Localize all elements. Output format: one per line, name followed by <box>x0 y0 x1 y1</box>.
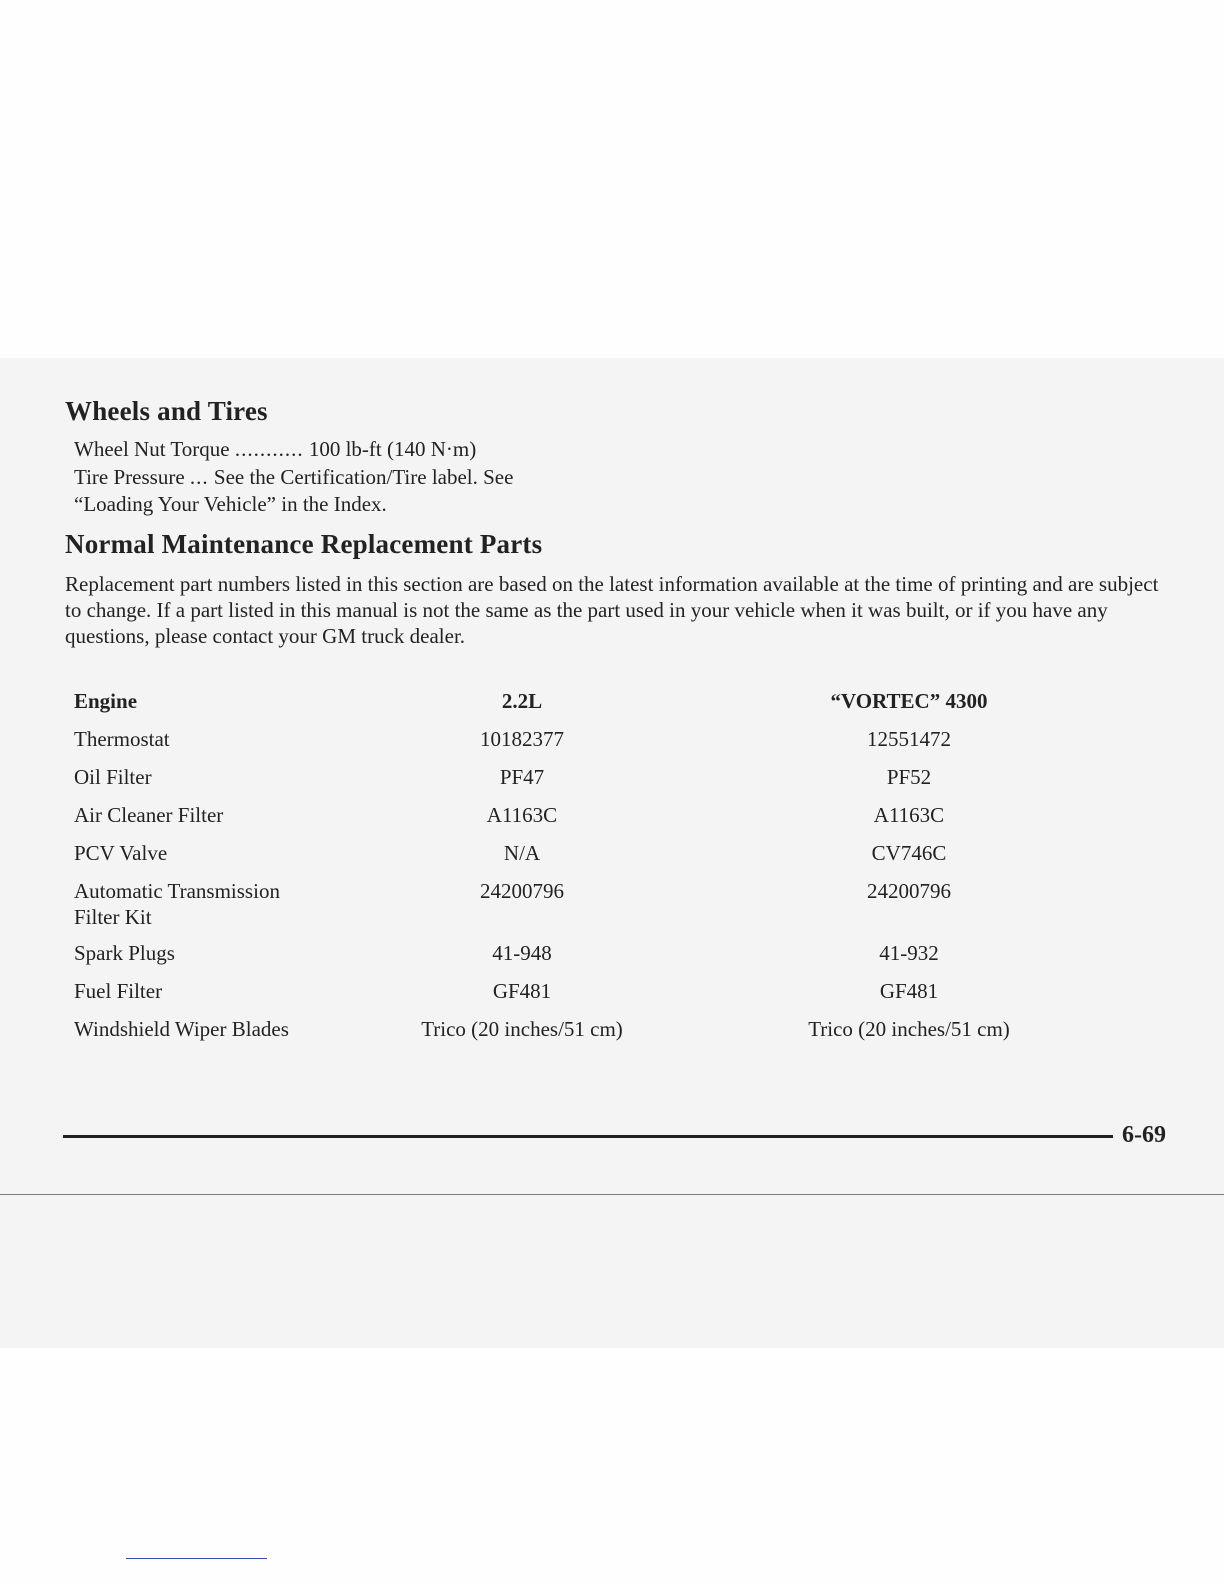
part-name: Windshield Wiper Blades <box>74 1017 289 1041</box>
tire-pressure-text: See the Certification/Tire label. See <box>213 465 514 489</box>
table-header-row <box>74 688 1084 726</box>
part-number-2-2l: 41-948 <box>492 941 552 965</box>
part-number-2-2l: 24200796 <box>480 879 564 903</box>
part-number-vortec: 24200796 <box>867 879 951 903</box>
part-number-2-2l: PF47 <box>499 765 545 789</box>
dot-leader: ........... <box>234 437 304 461</box>
replacement-parts-table <box>74 688 1084 1054</box>
part-number-2-2l: 10182377 <box>480 727 564 751</box>
header-engine: Engine <box>74 689 138 713</box>
part-name: Thermostat <box>74 727 170 751</box>
part-number-2-2l: Trico (20 inches/51 cm) <box>421 1017 623 1041</box>
footer-rule <box>63 1135 1113 1138</box>
part-name <box>74 878 374 930</box>
part-number-vortec: GF481 <box>879 979 939 1003</box>
table-row <box>74 764 1084 802</box>
table-row <box>74 978 1084 1016</box>
table-row <box>74 840 1084 878</box>
table-row <box>74 726 1084 764</box>
part-number-vortec: 41-932 <box>879 941 939 965</box>
header-vortec-4300: “VORTEC” 4300 <box>830 689 988 713</box>
part-number-2-2l: A1163C <box>486 803 558 827</box>
table-row <box>74 940 1084 978</box>
footer-link-underline <box>126 1558 267 1559</box>
scan-edge-line <box>0 1194 1224 1195</box>
wheel-nut-torque-label: Wheel Nut Torque <box>74 437 230 461</box>
part-number-2-2l: GF481 <box>492 979 552 1003</box>
part-number-vortec: CV746C <box>871 841 947 865</box>
replacement-parts-intro: Replacement part numbers listed in this section are based on the latest information available at the time of printing and are subject to change. If a part listed in this manual is not the same as the part used in your vehicle when it was built, or if you have any questions, please contact your GM truck dealer. <box>65 572 1159 648</box>
part-number-2-2l: N/A <box>503 841 541 865</box>
part-number-vortec: A1163C <box>873 803 945 827</box>
part-number-vortec: PF52 <box>886 765 932 789</box>
part-number-vortec: Trico (20 inches/51 cm) <box>808 1017 1010 1041</box>
tire-pressure-line-continued: “Loading Your Vehicle” in the Index. <box>74 492 387 516</box>
page-number: 6-69 <box>1122 1122 1166 1148</box>
replacement-parts-heading: Normal Maintenance Replacement Parts <box>65 529 543 559</box>
tire-pressure-line <box>74 465 513 490</box>
wheel-nut-torque-line <box>74 437 476 462</box>
part-name-line-2: Filter Kit <box>74 905 152 929</box>
table-row <box>74 802 1084 840</box>
part-name: Spark Plugs <box>74 941 175 965</box>
part-name: Fuel Filter <box>74 979 163 1003</box>
wheels-tires-heading: Wheels and Tires <box>65 396 268 426</box>
dot-leader: ... <box>189 465 209 489</box>
part-name: PCV Valve <box>74 841 168 865</box>
tire-pressure-label: Tire Pressure <box>74 465 185 489</box>
part-number-vortec: 12551472 <box>867 727 951 751</box>
wheel-nut-torque-value: 100 lb-ft (140 N·m) <box>308 437 477 461</box>
table-row <box>74 878 1084 940</box>
table-row <box>74 1016 1084 1054</box>
part-name-line-1: Automatic Transmission <box>74 879 280 903</box>
header-2-2l: 2.2L <box>501 689 543 713</box>
part-name: Oil Filter <box>74 765 152 789</box>
part-name: Air Cleaner Filter <box>74 803 224 827</box>
